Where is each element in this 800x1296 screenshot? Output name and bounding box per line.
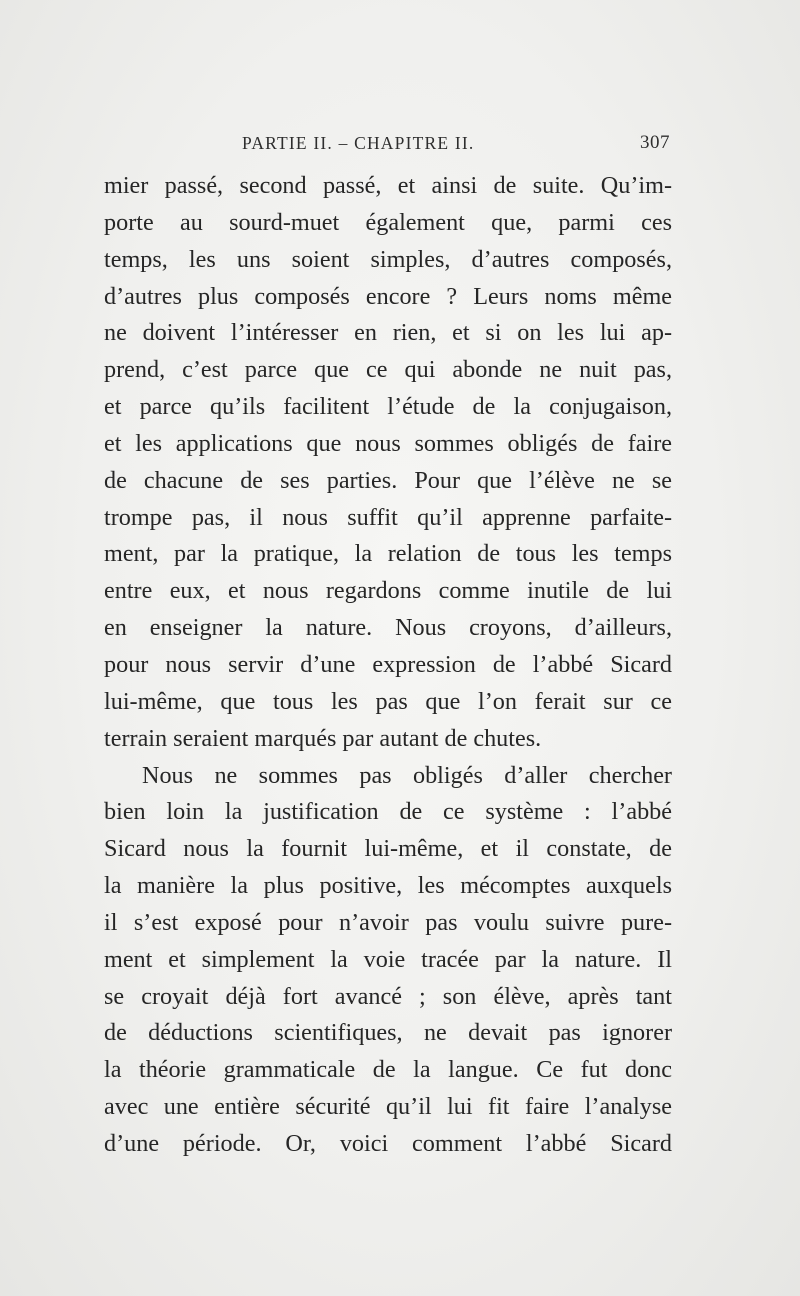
text-line: se croyait déjà fort avancé ; son élève, après tant [104,982,672,1010]
text-line: de chacune de ses parties. Pour que l’élève ne se [104,466,672,494]
text-line: d’une période. Or, voici comment l’abbé Sicard [104,1129,672,1157]
text-line: entre eux, et nous regardons comme inutile de lui [104,577,672,605]
text-line: terrain seraient marqués par autant de chutes. [104,724,542,752]
text-line: en enseigner la nature. Nous croyons, d’ailleurs, [104,614,672,642]
text-line: porte au sourd-muet également que, parmi ces [104,208,672,236]
text-line: mier passé, second passé, et ainsi de suite. Qu’im- [104,172,672,199]
text-line: Sicard nous la fournit lui-même, et il constate, de [104,835,672,863]
text-line: de déductions scientifiques, ne devait pas ignorer [104,1019,672,1047]
text-line: il s’est exposé pour n’avoir pas voulu suivre pure- [104,908,672,936]
text-line: ment et simplement la voie tracée par la nature. Il [104,945,672,973]
text-line: et parce qu’ils facilitent l’étude de la conjugaison, [104,393,672,421]
text-line: la théorie grammaticale de la langue. Ce fut donc [104,1056,672,1084]
page-header [104,131,672,161]
text-line: pour nous servir d’une expression de l’abbé Sicard [104,650,672,678]
text-line: la manière la plus positive, les mécomptes auxquels [104,872,672,900]
page-number: 307 [640,132,670,153]
text-line: trompe pas, il nous suffit qu’il apprenne parfaite- [104,503,672,531]
text-body [104,168,672,1163]
running-head: PARTIE II. – CHAPITRE II. [242,133,475,153]
text-line: ne doivent l’intéresser en rien, et si on les lui ap- [104,319,672,347]
text-line: temps, les uns soient simples, d’autres composés, [104,245,672,273]
text-line: et les applications que nous sommes obligés de faire [104,429,672,457]
text-line: Nous ne sommes pas obligés d’aller chercher [142,761,672,789]
text-line: d’autres plus composés encore ? Leurs noms même [104,282,672,310]
paragraph [104,168,672,758]
paragraph [104,758,672,1163]
text-line: avec une entière sécurité qu’il lui fit faire l’analyse [104,1093,672,1121]
text-line: ment, par la pratique, la relation de tous les temps [104,540,672,568]
text-line: lui-même, que tous les pas que l’on ferait sur ce [104,687,672,715]
text-line: bien loin la justification de ce système : l’abbé [104,798,672,826]
text-line: prend, c’est parce que ce qui abonde ne nuit pas, [104,356,672,384]
